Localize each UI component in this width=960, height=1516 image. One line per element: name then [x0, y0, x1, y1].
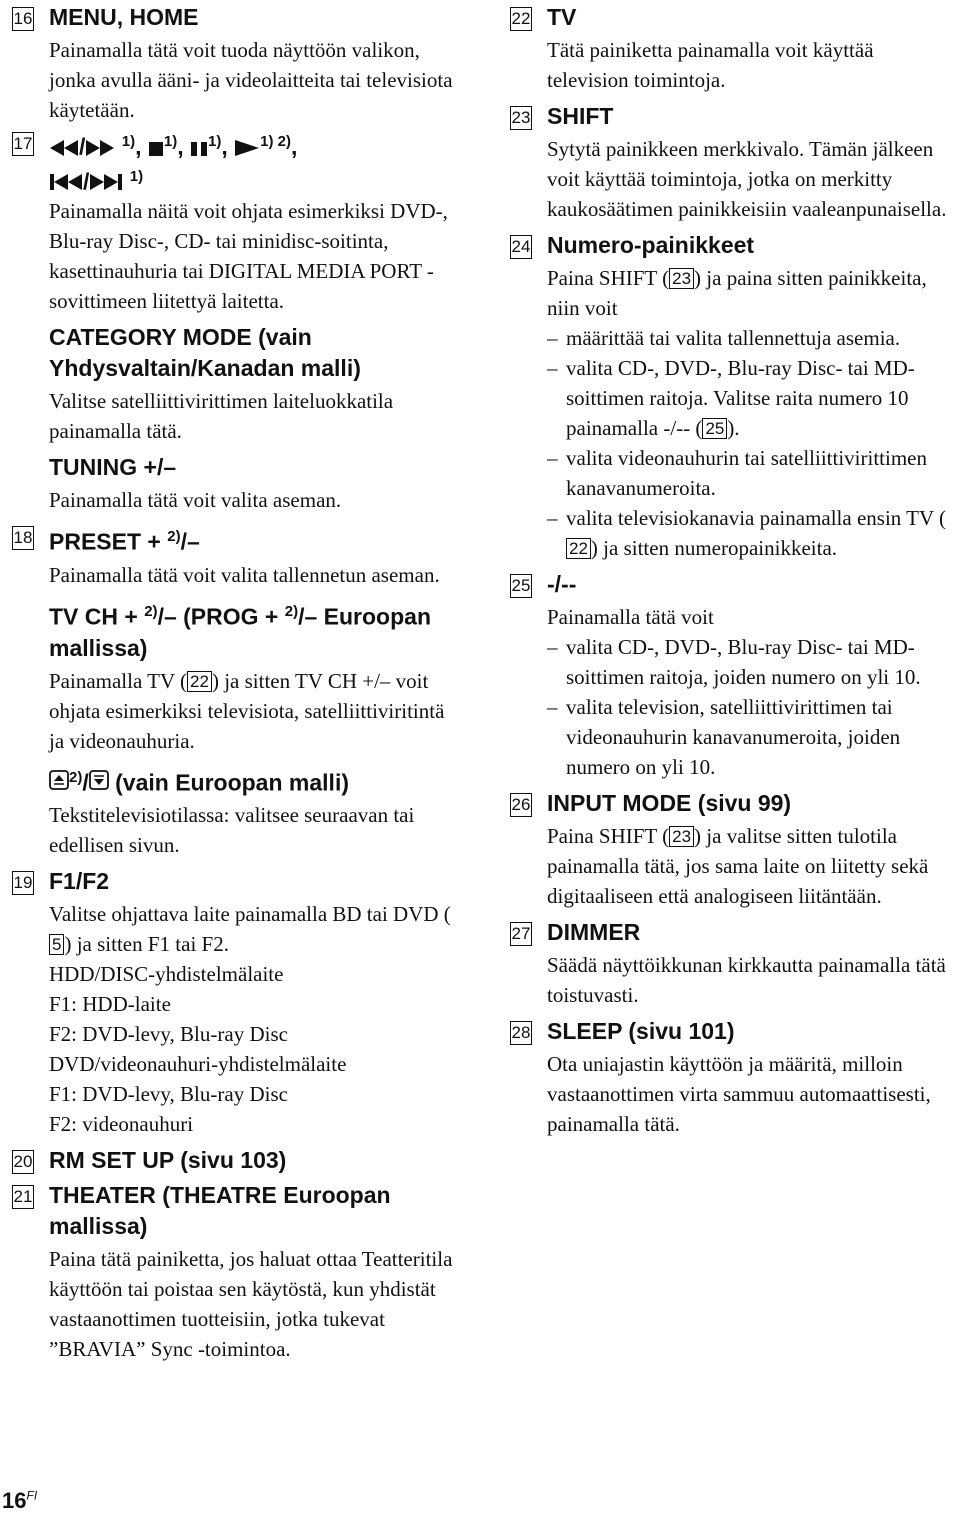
item-number: 22 — [510, 7, 532, 31]
transport-symbols: / $^{1)}$, $^{1)}$, $^{1)}$, $^{1) 2)}$, — [49, 127, 462, 162]
entry-title: MENU, HOME — [49, 4, 199, 30]
entry-text: Tätä painiketta painamalla voit käyttää television toimintoja. — [547, 38, 874, 92]
dash-item: – määrittää tai valita tallennettuja asemia. — [547, 323, 960, 353]
pause-icon — [190, 134, 208, 160]
play-icon — [234, 134, 260, 160]
entry-text: Sytytä painikkeen merkkivalo. Tämän jälkeen voit käyttää toimintoja, jotka on merkitty kaukosäätimen painikkeisiin vaaleanpunaisella. — [547, 137, 947, 221]
entry-text: Valitse ohjattava laite painamalla BD tai DVD (5 ) ja sitten F1 tai F2. — [49, 902, 451, 957]
entry-17 — [12, 127, 462, 515]
combo-line: F2: videonauhuri — [49, 1112, 194, 1137]
footnote-ref: 1) — [129, 167, 144, 185]
entry-text: Painamalla tätä voit — [547, 605, 714, 629]
tv-ch-title: TV CH + $^{2)}$/– (PROG + $^{2)}$/– Euroopan mallissa) — [49, 602, 431, 661]
footnote-ref: 1) — [121, 133, 136, 150]
entry-18 — [12, 521, 462, 860]
item-number: 27 — [510, 922, 532, 946]
item-number: 23 — [510, 106, 532, 130]
entry-title: SLEEP (sivu 101) — [547, 1018, 735, 1044]
dash-item: – valita televisiokanavia painamalla ensin TV (22 ) ja sitten numeropainikkeita. — [547, 503, 960, 563]
entry-text: Ota uniajastin käyttöön ja määritä, milloin vastaanottimen virta sammuu automaattisesti, painamalla tätä. — [547, 1052, 931, 1136]
combo-line: F2: DVD-levy, Blu-ray Disc — [49, 1022, 288, 1047]
footnote-ref: 1) 2) — [260, 133, 291, 150]
combo-line: DVD/videonauhuri-yhdistelmälaite — [49, 1052, 347, 1077]
entry-title: Numero-painikkeet — [547, 232, 755, 258]
item-number: 16 — [12, 7, 34, 31]
entry-23 — [510, 101, 960, 224]
page-up-icon — [49, 769, 69, 795]
left-column — [12, 0, 462, 1364]
item-number: 18 — [12, 526, 34, 550]
entry-19 — [12, 866, 462, 1139]
footnote-ref: 1) — [208, 133, 222, 150]
entry-26 — [510, 788, 960, 911]
next-icon — [89, 168, 123, 194]
entry-title: RM SET UP (sivu 103) — [49, 1147, 287, 1174]
right-column — [510, 0, 960, 1139]
entry-title: INPUT MODE (sivu 99) — [547, 790, 792, 816]
item-number: 21 — [12, 1185, 34, 1209]
page-buttons-title: $^{2)}$/ (vain Euroopan malli) — [49, 762, 462, 799]
entry-title: -/-- — [547, 571, 577, 597]
fast-forward-icon — [85, 134, 115, 160]
previous-icon — [49, 168, 83, 194]
ref-number: 22 — [566, 538, 591, 559]
item-number: 19 — [12, 871, 34, 895]
page-number: $16^{FI}$ — [2, 1488, 38, 1513]
entry-21 — [12, 1180, 462, 1364]
combo-line: F1: HDD-laite — [49, 992, 171, 1017]
entry-title: SHIFT — [547, 103, 614, 129]
combo-line: HDD/DISC-yhdistelmälaite — [49, 962, 284, 987]
entry-text: Painamalla tätä voit tuoda näyttöön valikon, jonka avulla ääni- ja videolaitteita tai televisiota käytetään. — [49, 38, 453, 122]
combo-line: F1: DVD-levy, Blu-ray Disc — [49, 1082, 288, 1107]
ref-number: 5 — [49, 934, 64, 955]
page-buttons-text: Tekstitelevisiotilassa: valitsee seuraavan tai edellisen sivun. — [49, 803, 415, 858]
entry-title: THEATER (THEATRE Euroopan mallissa) — [49, 1182, 391, 1240]
language-code: FI — [26, 1488, 38, 1503]
entry-25 — [510, 569, 960, 782]
dash-item: – valita television, satelliittivirittimen tai videonauhurin kanavanumeroita, joiden numero on yli 10. — [547, 692, 960, 782]
category-mode-text: Valitse satelliittivirittimen laiteluokkatila painamalla tätä. — [49, 389, 394, 444]
entry-text: Paina SHIFT ( 23 ) ja valitse sitten tulotila painamalla tätä, jos sama laite on liitetty sekä digitaaliseen että analogiseen liitäntään. — [547, 824, 929, 908]
category-mode-title: CATEGORY MODE (vain Yhdysvaltain/Kanadan malli) — [49, 324, 361, 382]
tuning-title: TUNING +/– — [49, 454, 177, 481]
footnote-ref: 1) — [163, 133, 178, 150]
dash-item: – valita CD-, DVD-, Blu-ray Disc- tai MD-soittimen raitoja, joiden numero on yli 10. — [547, 632, 960, 692]
entry-text: Paina tätä painiketta, jos haluat ottaa Teatteritila käyttöön tai poistaa sen käytöstä, kun yhdistät vastaanottimen tuotteisiin, jotka tukevat ”BRAVIA” Sync -toimintoa. — [49, 1247, 453, 1362]
entry-27 — [510, 917, 960, 1010]
ref-number: 23 — [669, 268, 694, 289]
entry-title: F1/F2 — [49, 868, 110, 895]
item-number: 17 — [12, 132, 34, 156]
item-number: 25 — [510, 574, 532, 598]
transport-symbols-2: / $^{1)}$ — [49, 162, 462, 197]
entry-16 — [12, 2, 462, 125]
entry-title: DIMMER — [547, 919, 641, 945]
dash-item: – valita CD-, DVD-, Blu-ray Disc- tai MD-soittimen raitoja. Valitse raita numero 10 painamalla -/-- ( 25 ). — [547, 353, 960, 443]
ref-number: 22 — [187, 671, 212, 692]
preset-title: PRESET + $^{2)}$/– — [49, 528, 200, 555]
entry-intro: Paina SHIFT ( 23 ) ja paina sitten painikkeita, niin voit — [547, 266, 927, 320]
entry-20 — [12, 1145, 462, 1176]
entry-text: Säädä näyttöikkunan kirkkautta painamalla tätä toistuvasti. — [547, 953, 946, 1007]
entry-title: TV — [547, 4, 577, 30]
entry-22 — [510, 2, 960, 95]
item-number: 28 — [510, 1021, 532, 1045]
entry-28 — [510, 1016, 960, 1139]
entry-text: Painamalla näitä voit ohjata esimerkiksi DVD-, Blu-ray Disc-, CD- tai minidisc-soitinta, kasettinauhuria tai DIGITAL MEDIA PORT -sovittimeen liitettyä laitetta. — [49, 199, 448, 314]
stop-icon — [148, 134, 164, 160]
entry-24 — [510, 230, 960, 563]
page-down-icon — [89, 769, 109, 795]
tv-ch-text: Painamalla TV ( 22 ) ja sitten TV CH +/– voit ohjata esimerkiksi televisiota, satelliittiviritintä ja videonauhuria. — [49, 668, 445, 753]
item-number: 24 — [510, 235, 532, 259]
dash-item: – valita videonauhurin tai satelliittivirittimen kanavanumeroita. — [547, 443, 960, 503]
ref-number: 25 — [702, 418, 727, 439]
item-number: 20 — [12, 1150, 34, 1174]
rewind-icon — [49, 134, 79, 160]
item-number: 26 — [510, 793, 532, 817]
preset-text: Painamalla tätä voit valita tallennetun aseman. — [49, 562, 440, 587]
ref-number: 23 — [669, 826, 694, 847]
tuning-text: Painamalla tätä voit valita aseman. — [49, 488, 342, 513]
